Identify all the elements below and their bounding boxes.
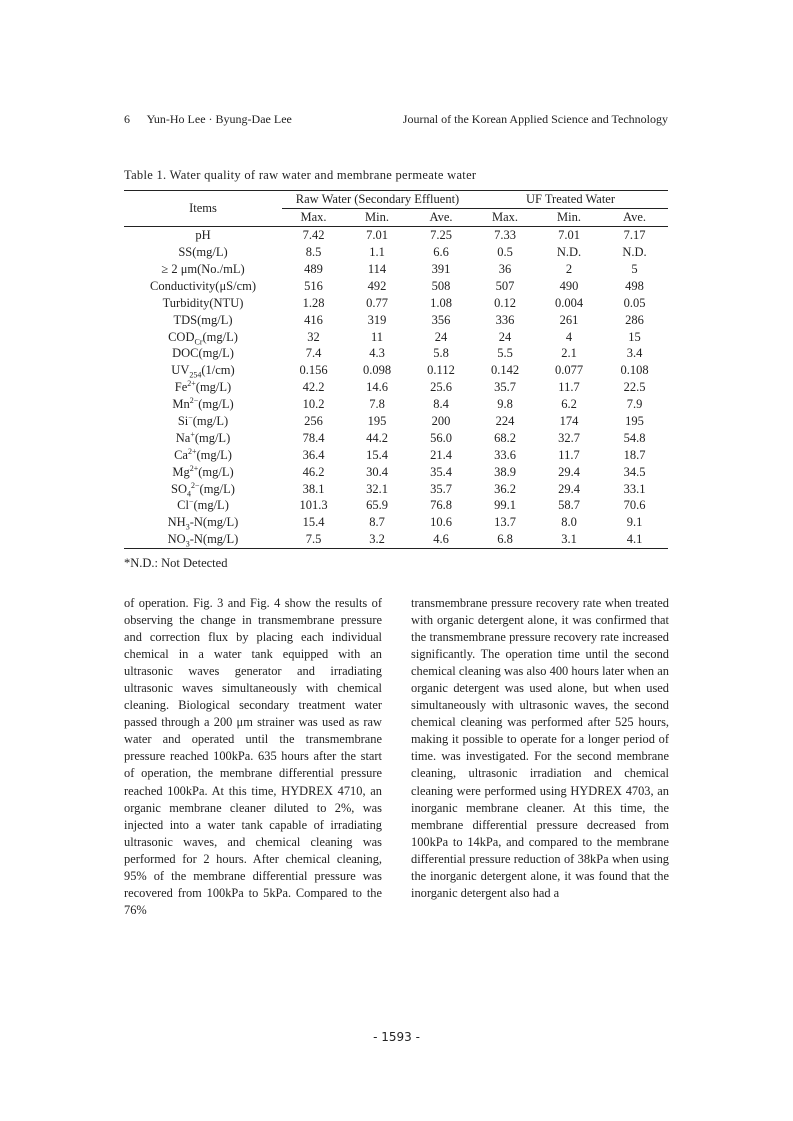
row-item-label	[124, 396, 282, 413]
table-cell: 336	[495, 312, 515, 327]
item-label-pre: Conductivity(μS/cm)	[150, 278, 256, 293]
item-label-sup: 2+	[189, 463, 199, 473]
sub-header-cell: Max.	[282, 208, 345, 226]
table-cell: 58.7	[558, 498, 580, 513]
page-number-footer: - 1593 -	[373, 1030, 420, 1044]
table-row	[124, 294, 668, 311]
table-cell: 10.6	[430, 515, 452, 530]
table-cell: 7.4	[305, 346, 322, 361]
table-cell: 38.1	[302, 481, 325, 496]
item-label-sub: 4	[187, 489, 192, 499]
table-cell: 7.25	[430, 228, 452, 243]
table-cell: 0.077	[554, 363, 584, 378]
table-cell: 2	[565, 262, 573, 276]
table-cell: 0.05	[623, 295, 646, 310]
table-cell: 1.28	[302, 295, 325, 310]
table-cell: 0.108	[620, 363, 649, 378]
table-cell: 32.1	[366, 481, 388, 496]
item-label-sup: 2−	[191, 480, 200, 490]
table-cell: 3.2	[345, 531, 409, 548]
item-label-post: (mg/L)	[193, 498, 229, 513]
table-cell: 1.08	[430, 295, 452, 310]
table-cell: 3.4	[626, 346, 643, 361]
table-cell: 4.1	[601, 531, 668, 548]
table-cell: 0.098	[362, 363, 392, 378]
table-cell: 32	[307, 329, 320, 344]
table-footnote: *N.D.: Not Detected	[124, 556, 228, 570]
table-cell: 7.01	[366, 228, 388, 243]
table-cell: 8.0	[561, 515, 577, 530]
table-row	[124, 413, 668, 430]
table-cell: 0.5	[497, 245, 513, 260]
uf-treated-group-header: UF Treated Water	[473, 191, 668, 209]
table-row	[124, 480, 668, 497]
table-cell: 6.2	[561, 397, 577, 412]
table-cell: 6.8	[473, 531, 537, 548]
table-cell: 35.4	[430, 464, 452, 479]
table-cell: 195	[625, 414, 644, 429]
table-cell: 14.6	[366, 380, 388, 395]
sub-header-cell: Min.	[345, 208, 409, 226]
item-label-post: -N(mg/L)	[189, 515, 239, 530]
item-label-pre: COD	[168, 329, 195, 344]
sub-header-cell: Max.	[473, 208, 537, 226]
row-item-label	[124, 311, 282, 328]
table-cell: 8.7	[369, 515, 385, 530]
table-cell: 256	[304, 414, 323, 429]
item-label-post: (1/cm)	[201, 363, 235, 378]
table-cell: 78.4	[302, 430, 325, 445]
item-label-pre: TDS(mg/L)	[173, 312, 233, 327]
table-cell: 200	[431, 414, 451, 429]
table-cell: 7.8	[369, 397, 385, 412]
table-cell: 44.2	[366, 430, 388, 445]
table-cell: 29.4	[558, 464, 580, 479]
table-cell: 492	[367, 278, 387, 293]
table-cell: 9.1	[626, 515, 643, 530]
row-item-label	[124, 514, 282, 531]
table-cell: 38.9	[494, 464, 516, 479]
table-row	[124, 497, 668, 514]
table-row	[124, 244, 668, 261]
table-cell: 7.17	[623, 228, 646, 243]
item-label-pre: Mg	[172, 464, 190, 479]
table-cell: 3.1	[537, 531, 601, 548]
raw-water-group-header: Raw Water (Secondary Effluent)	[282, 191, 473, 209]
item-label-pre: SO	[171, 481, 188, 496]
table-row	[124, 514, 668, 531]
item-label-post: (mg/L)	[198, 397, 234, 412]
table-cell: 76.8	[430, 498, 452, 513]
table-cell: 319	[367, 312, 387, 327]
item-label-pre: Cl	[177, 498, 189, 513]
table-cell: 36	[498, 262, 512, 276]
item-label-sup: 2+	[187, 379, 196, 389]
table-cell: 0.156	[299, 363, 328, 378]
sub-header-cell: Ave.	[409, 208, 473, 226]
item-label-sub: 3	[185, 539, 190, 549]
table-cell: 0.112	[427, 363, 455, 378]
table-cell: 34.5	[623, 464, 646, 479]
table-cell: 15	[628, 329, 641, 344]
table-cell: 7.42	[302, 228, 325, 243]
table-cell: 101.3	[299, 498, 328, 513]
item-label-sub: Cr	[194, 337, 203, 347]
table-row	[124, 311, 668, 328]
table-cell: 516	[304, 278, 323, 293]
running-header	[124, 112, 668, 128]
item-label-post: (mg/L)	[199, 481, 235, 496]
table-cell: 32.7	[558, 430, 580, 445]
table-cell: 508	[431, 278, 451, 293]
table-caption: Table 1. Water quality of raw water and membrane permeate water	[124, 168, 477, 182]
row-item-label	[124, 294, 282, 311]
item-label-pre: DOC(mg/L)	[172, 346, 234, 361]
sub-header-cell: Min.	[537, 208, 601, 226]
table-cell: 18.7	[623, 447, 646, 462]
item-label-pre: SS(mg/L)	[178, 245, 228, 260]
table-cell: 68.2	[494, 430, 516, 445]
body-left-column: of operation. Fig. 3 and Fig. 4 show the results of observing the change in transmembrane pressure and correction flux by placing each individual chemical in a water tank equipped with an ultrasonic waves generator and irradiating ultrasonic waves simultaneously with chemical cleaning. Biological secondary treatment water passed through a 200 μm strainer was used as raw water and operated until the transmembrane pressure reached 100kPa. 635 hours after the start of operation, the membrane differential pressure reached 100kPa. At this time, HYDREX 4710, an organic membrane cleaner diluted to 2%, was injected into a water tank capable of irradiating ultrasonic waves, and chemical cleaning was performed for 2 hours. After chemical cleaning, 95% of the membrane differential pressure was recovered from 100kPa to 5kPa. Compared to the 76%	[124, 596, 382, 917]
item-label-post: -N(mg/L)	[189, 532, 239, 547]
table-cell: 0.12	[494, 295, 516, 310]
table-cell: 36.2	[494, 481, 516, 496]
table-cell: 7.9	[626, 397, 643, 412]
item-label-pre: Ca	[174, 447, 188, 462]
item-label-post: (mg/L)	[194, 430, 231, 445]
item-label-post: (mg/L)	[198, 464, 234, 479]
table-cell: 99.1	[494, 498, 516, 513]
item-label-post: (mg/L)	[192, 414, 229, 429]
table-cell: 174	[559, 414, 579, 429]
item-label-pre: Turbidity(NTU)	[162, 295, 244, 310]
table-cell: 11.7	[558, 380, 580, 395]
table-cell: 5.5	[497, 346, 513, 361]
table-cell: 21.4	[430, 447, 452, 462]
table-cell: 416	[304, 312, 323, 327]
table-cell: 33.1	[623, 481, 646, 496]
table-cell: 5.8	[433, 346, 449, 361]
table-row	[124, 531, 668, 548]
table-cell: 4.6	[409, 531, 473, 548]
table-cell: N.D.	[556, 245, 582, 260]
table-cell: 11	[370, 329, 384, 344]
row-item-label	[124, 379, 282, 396]
table-row	[124, 226, 668, 243]
header-page-number: 6	[124, 112, 130, 126]
table-row	[124, 362, 668, 379]
table-row	[124, 463, 668, 480]
item-label-pre: pH	[195, 228, 211, 243]
table-cell: 2.1	[561, 346, 577, 361]
table-cell: 10.2	[302, 397, 325, 412]
table-cell: 8.5	[305, 245, 322, 260]
table-cell: 15.4	[366, 447, 388, 462]
item-label-sub: 254	[189, 370, 202, 380]
row-item-label	[124, 429, 282, 446]
water-quality-table	[124, 190, 668, 549]
table-cell: 46.2	[302, 464, 325, 479]
table-cell: 30.4	[366, 464, 388, 479]
item-label-pre: Si	[177, 414, 189, 429]
item-label-sup: 2+	[187, 446, 197, 456]
item-label-sup: −	[188, 412, 193, 422]
table-cell: 24	[434, 329, 448, 344]
item-label-sup: −	[188, 497, 194, 507]
table-cell: 4.3	[369, 346, 385, 361]
row-item-label	[124, 480, 282, 497]
table-cell: 11.7	[558, 447, 580, 462]
row-item-label	[124, 497, 282, 514]
table-cell: 4	[565, 329, 573, 344]
table-cell: 56.0	[430, 430, 452, 445]
item-label-post: (mg/L)	[195, 380, 232, 395]
table-row	[124, 328, 668, 345]
item-label-pre: UV	[171, 363, 190, 378]
row-item-label	[124, 362, 282, 379]
table-row	[124, 261, 668, 278]
table-cell: 13.7	[494, 515, 516, 530]
table-cell: 224	[495, 414, 515, 429]
table-cell: 391	[431, 262, 451, 276]
table-row	[124, 429, 668, 446]
body-right-column: transmembrane pressure recovery rate when treated with organic detergent alone, it was confirmed that the transmembrane pressure recovery rate increased significantly. The operation time until the second chemical cleaning was also 400 hours later when an organic detergent was used alone, but when used simultaneously with ultrasonic waves, the second chemical cleaning was performed after 525 hours, making it possible to operate for a longer period of time. was investigated. For the second membrane cleaning, ultrasonic irradiation and chemical cleaning were performed using HYDREX 4703, an inorganic membrane cleaner. At this time, the membrane differential pressure decreased from 100kPa to 14kPa, and compared to the membrane differential pressure reduction of 38kPa when using the inorganic detergent alone, it was found that the inorganic detergent also had a	[411, 596, 669, 900]
table-cell: 15.4	[302, 515, 325, 530]
row-item-label	[124, 345, 282, 362]
table-cell: 261	[559, 312, 579, 327]
table-cell: 22.5	[623, 380, 646, 395]
table-cell: 0.004	[554, 295, 584, 310]
table-cell: 54.8	[623, 430, 646, 445]
table-cell: 490	[559, 278, 579, 293]
table-cell: 195	[367, 414, 387, 429]
table-cell: 5	[631, 262, 638, 276]
table-cell: 7.33	[494, 228, 516, 243]
table-cell: 42.2	[302, 380, 325, 395]
table-cell: 0.142	[490, 363, 520, 378]
table-cell: 35.7	[430, 481, 452, 496]
table-row	[124, 379, 668, 396]
item-label-pre: NH	[167, 515, 186, 530]
table-cell: 507	[495, 278, 515, 293]
header-journal: Journal of the Korean Applied Science and Technology	[402, 112, 668, 126]
item-label-pre: ≥ 2 μm(No./mL)	[161, 262, 245, 276]
table-cell: 70.6	[623, 498, 646, 513]
row-item-label	[124, 244, 282, 261]
table-cell: 6.6	[433, 245, 449, 260]
item-label-post: (mg/L)	[202, 329, 238, 344]
row-item-label	[124, 463, 282, 480]
table-cell: 356	[431, 312, 451, 327]
table-cell: 7.01	[558, 228, 580, 243]
item-label-pre: NO	[167, 532, 186, 547]
table-cell: 1.1	[369, 245, 385, 260]
row-item-label	[124, 277, 282, 294]
item-label-pre: Mn	[172, 397, 190, 412]
item-label-sup: 2−	[189, 395, 199, 405]
row-item-label	[124, 531, 282, 548]
table-cell: 9.8	[497, 397, 513, 412]
row-item-label	[124, 413, 282, 430]
table-cell: 36.4	[302, 447, 325, 462]
table-row	[124, 396, 668, 413]
header-authors: Yun-Ho Lee · Byung-Dae Lee	[146, 112, 292, 126]
table-row	[124, 277, 668, 294]
table-cell: 24	[498, 329, 512, 344]
item-label-pre: Na	[175, 430, 191, 445]
table-cell: 8.4	[433, 397, 449, 412]
table-body	[124, 226, 668, 548]
row-item-label	[124, 446, 282, 463]
header-left	[124, 112, 306, 128]
item-label-sub: 3	[185, 522, 190, 532]
table-cell: 7.5	[282, 531, 345, 548]
table-row	[124, 345, 668, 362]
table-cell: 489	[304, 262, 323, 276]
table-cell: 0.77	[366, 295, 388, 310]
table-cell: 33.6	[494, 447, 516, 462]
row-item-label	[124, 226, 282, 243]
table-cell: 29.4	[558, 481, 580, 496]
item-label-post: (mg/L)	[196, 447, 232, 462]
table-cell: 35.7	[494, 380, 516, 395]
row-item-label	[124, 328, 282, 345]
items-header: Items	[124, 191, 282, 227]
table-cell: 498	[625, 278, 644, 293]
row-item-label	[124, 261, 282, 278]
table-cell: 114	[367, 262, 387, 276]
sub-header-cell: Ave.	[601, 208, 668, 226]
table-cell: 286	[625, 312, 644, 327]
table-cell: 25.6	[430, 380, 452, 395]
item-label-pre: Fe	[174, 380, 188, 395]
table-row	[124, 446, 668, 463]
table-cell: N.D.	[622, 245, 647, 260]
table-cell: 65.9	[366, 498, 388, 513]
item-label-sup: +	[190, 429, 195, 439]
